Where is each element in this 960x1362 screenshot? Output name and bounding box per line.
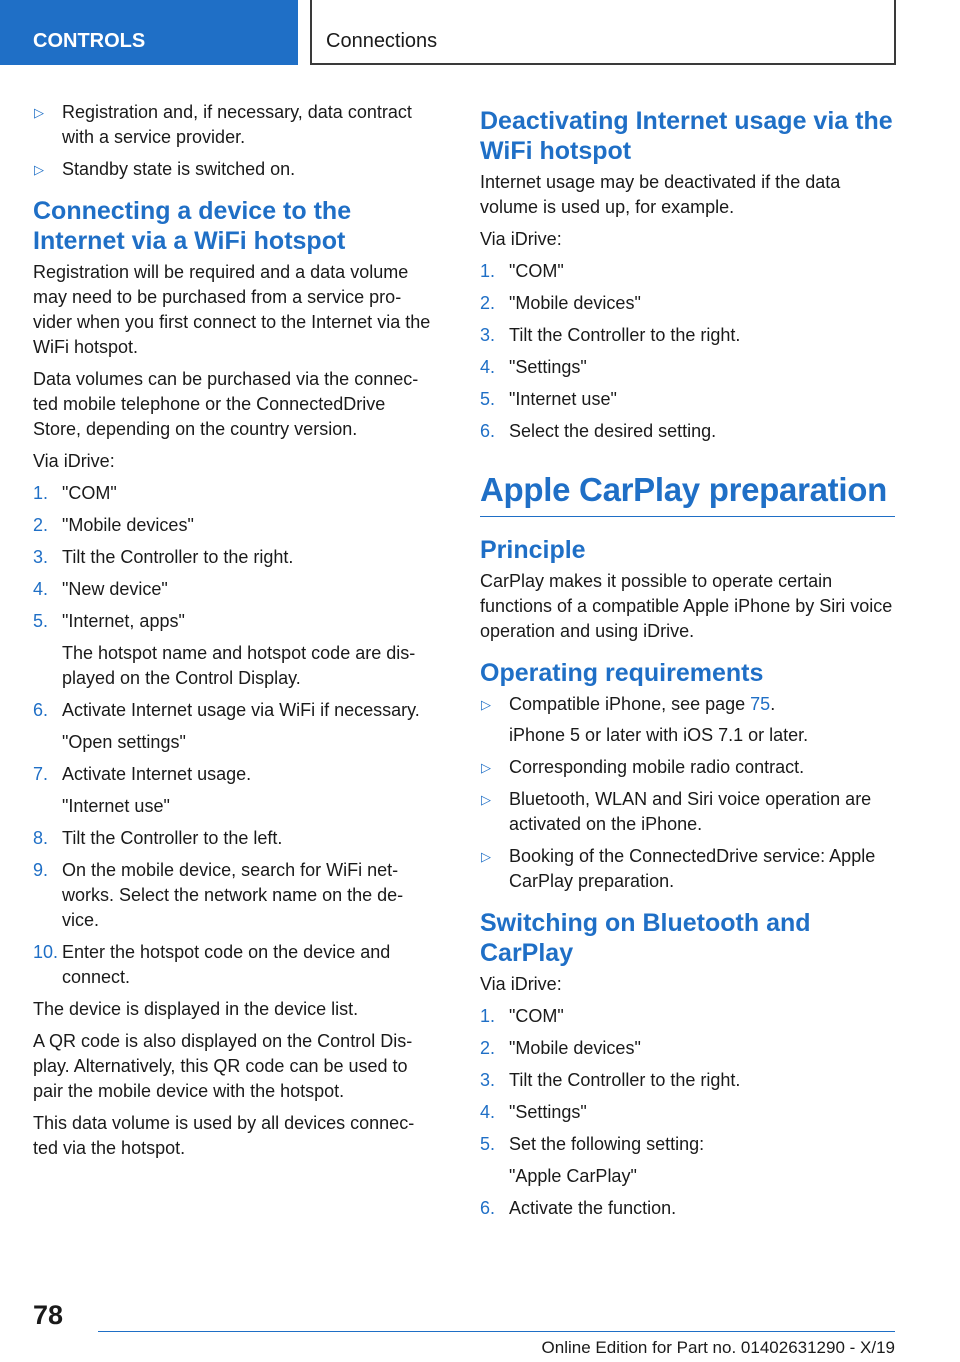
bullet-item: ▷ Corresponding mobile radio contract. xyxy=(480,755,895,780)
triangle-bullet-icon: ▷ xyxy=(481,849,491,864)
chapter-tab xyxy=(310,0,896,65)
list-item: 8. Tilt the Controller to the left. xyxy=(33,828,283,848)
list-item: 1. "COM" xyxy=(33,483,117,503)
list-item: 4. "Settings" xyxy=(480,1102,587,1122)
triangle-bullet-icon: ▷ xyxy=(481,760,491,775)
section-tab xyxy=(0,0,298,65)
paragraph: Internet usage may be deactivated if the data volume is used up, for example. xyxy=(480,172,841,217)
list-item: 2. "Mobile devices" xyxy=(480,1038,641,1058)
paragraph: A QR code is also displayed on the Control Dis-play. Alternatively, this QR code can be used to pair the mobile device with the hotspot. xyxy=(33,1031,413,1101)
footer-divider xyxy=(98,1331,895,1332)
bullet-item: ▷ Registration and, if necessary, data contract with a service provider. xyxy=(34,102,412,147)
bullet-item: ▷ Bluetooth, WLAN and Siri voice operation are activated on the iPhone. xyxy=(481,789,872,834)
paragraph: Via iDrive: xyxy=(33,451,115,471)
page-link[interactable]: 75 xyxy=(750,694,771,714)
list-item: 6. Activate the function. xyxy=(480,1198,677,1218)
list-item: 3. Tilt the Controller to the right. xyxy=(33,547,294,567)
list-item: 2. "Mobile devices" xyxy=(480,293,641,313)
steps-list xyxy=(480,1004,895,1221)
edition-footer: Online Edition for Part no. 01402631290 - X/19 xyxy=(541,1338,895,1357)
chapter-title: Connections xyxy=(326,30,438,52)
list-item: 6. Select the desired setting. xyxy=(480,421,717,441)
list-item: 3. Tilt the Controller to the right. xyxy=(480,1070,741,1090)
paragraph: The device is displayed in the device list. xyxy=(33,999,359,1019)
list-item: 5. Set the following setting: "Apple CarPlay" xyxy=(480,1134,705,1186)
paragraph: Registration will be required and a data volume may need to be purchased from a service pro-vider when you first connect to the Internet via the WiFi hotspot. xyxy=(33,262,431,357)
list-item: 5. "Internet use" xyxy=(480,389,617,409)
list-item: 9. On the mobile device, search for WiFi net-works. Select the network name on the de-vice. xyxy=(33,860,404,930)
paragraph: Via iDrive: xyxy=(480,229,562,249)
bullet-item: ▷ Compatible iPhone, see page 75. iPhone 5 or later with iOS 7.1 or later. xyxy=(481,694,809,745)
page-number: 78 xyxy=(33,1300,64,1330)
right-column xyxy=(480,100,895,1228)
list-item: 10. Enter the hotspot code on the device and connect. xyxy=(33,942,391,987)
chapter-heading: Apple CarPlay preparation xyxy=(480,470,895,517)
list-item: 4. "New device" xyxy=(33,579,168,599)
triangle-bullet-icon: ▷ xyxy=(481,792,491,807)
paragraph: CarPlay makes it possible to operate certain functions of a compatible Apple iPhone by Siri voice operation and using iDrive. xyxy=(480,571,893,641)
section-heading: Deactivating Internet usage via the WiFi hotspot xyxy=(480,107,893,165)
triangle-bullet-icon: ▷ xyxy=(34,105,44,120)
paragraph: Via iDrive: xyxy=(480,974,562,994)
list-item: 1. "COM" xyxy=(480,1006,564,1026)
list-item: 2. "Mobile devices" xyxy=(33,515,194,535)
section-heading: Operating requirements xyxy=(480,659,764,687)
section-heading: Principle xyxy=(480,536,586,564)
bullet-item: ▷ Booking of the ConnectedDrive service: Apple CarPlay preparation. xyxy=(481,846,876,891)
paragraph: This data volume is used by all devices connec-ted via the hotspot. xyxy=(33,1113,415,1158)
steps-list xyxy=(480,259,895,444)
list-item: 3. Tilt the Controller to the right. xyxy=(480,325,741,345)
list-item: 5. "Internet, apps" The hotspot name and hotspot code are dis-played on the Control Display. xyxy=(33,611,416,688)
section-heading: Switching on Bluetooth and CarPlay xyxy=(480,909,811,967)
list-item: 7. Activate Internet usage. "Internet use" xyxy=(33,764,252,816)
paragraph: Data volumes can be purchased via the connec-ted mobile telephone or the ConnectedDrive Store, depending on the country version. xyxy=(33,369,419,439)
section-heading: Connecting a device to the Internet via a WiFi hotspot xyxy=(33,197,352,255)
triangle-bullet-icon: ▷ xyxy=(34,162,44,177)
bullet-item: ▷ Standby state is switched on. xyxy=(33,157,438,182)
section-title: CONTROLS xyxy=(33,30,146,52)
list-item: 1. "COM" xyxy=(480,261,564,281)
steps-list xyxy=(33,481,438,990)
left-column xyxy=(33,100,438,1168)
list-item: 4. "Settings" xyxy=(480,357,587,377)
list-item: 6. Activate Internet usage via WiFi if necessary. "Open settings" xyxy=(33,700,420,752)
triangle-bullet-icon: ▷ xyxy=(481,697,491,712)
